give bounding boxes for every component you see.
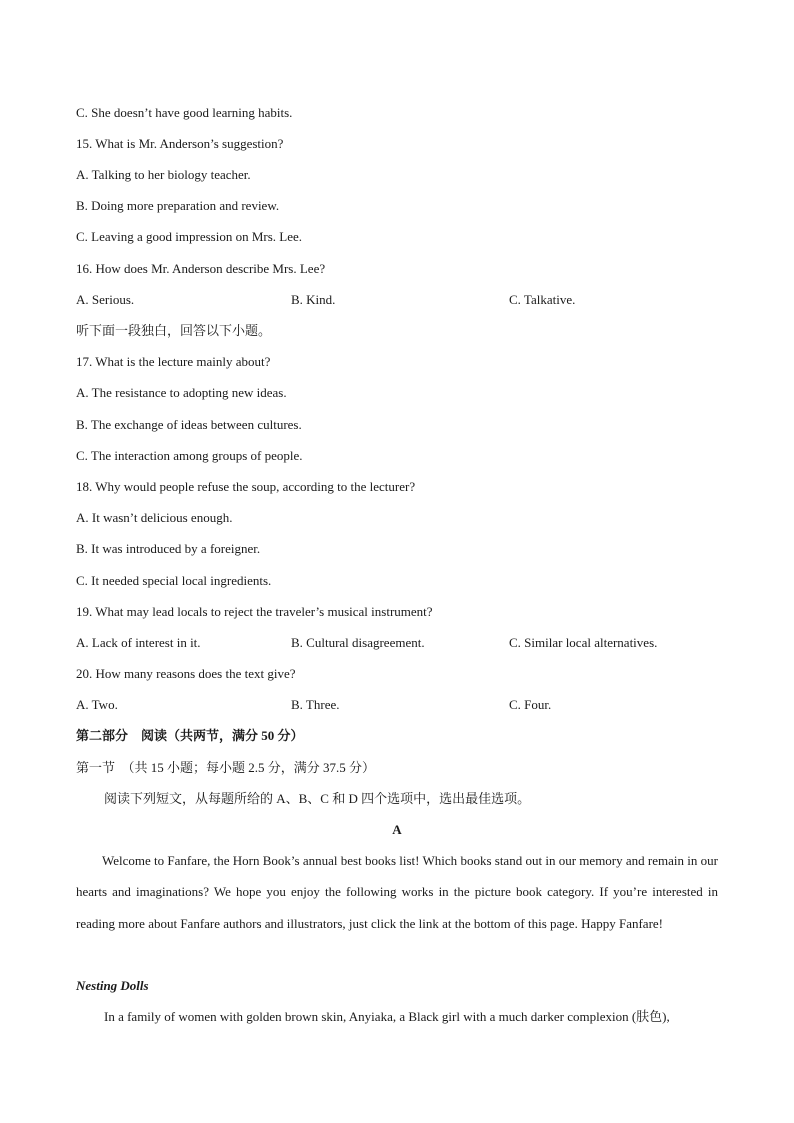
q17-option-a: A. The resistance to adopting new ideas. (76, 385, 287, 400)
passage-paragraph-2: In a family of women with golden brown skin, Anyiaka, a Black girl with a much darker complexion (肤色), (104, 1009, 670, 1024)
q18-question: 18. Why would people refuse the soup, according to the lecturer? (76, 479, 416, 494)
q17-question: 17. What is the lecture mainly about? (76, 354, 271, 369)
q18-option-c: C. It needed special local ingredients. (76, 573, 272, 588)
passage-label: A (392, 822, 402, 837)
q19-option-a: A. Lack of interest in it. (76, 635, 201, 650)
q16-option-b: B. Kind. (291, 292, 336, 307)
q19-option-c: C. Similar local alternatives. (509, 635, 658, 650)
q16-option-c: C. Talkative. (509, 292, 576, 307)
q17-option-c: C. The interaction among groups of people. (76, 448, 303, 463)
q17-option-b: B. The exchange of ideas between cultures. (76, 417, 302, 432)
q18-option-b: B. It was introduced by a foreigner. (76, 541, 261, 556)
section1-heading: 第一节 （共 15 小题；每小题 2.5 分，满分 37.5 分） (76, 760, 376, 775)
q20-option-b: B. Three. (291, 697, 340, 712)
reading-instructions: 阅读下列短文，从每题所给的 A、B、C 和 D 四个选项中，选出最佳选项。 (104, 791, 531, 806)
q20-option-c: C. Four. (509, 697, 552, 712)
passage-paragraph-1: Welcome to Fanfare, the Horn Book’s annual best books list! Which books stand out in our memory and remain in our hearts and imaginations? We hope you enjoy the following works in the picture book category. If you’re interested in reading more about Fanfare authors and illustrators, just click the link at the bottom of this page. Happy Fanfare! (76, 853, 718, 931)
q15-option-a: A. Talking to her biology teacher. (76, 167, 251, 182)
q15-option-b: B. Doing more preparation and review. (76, 198, 280, 213)
book-title: Nesting Dolls (76, 978, 149, 993)
monologue-intro: 听下面一段独白，回答以下小题。 (76, 323, 272, 338)
q15-option-c: C. Leaving a good impression on Mrs. Lee. (76, 229, 303, 244)
part2-heading: 第二部分 阅读（共两节，满分 50 分） (76, 728, 304, 743)
q19-question: 19. What may lead locals to reject the traveler’s musical instrument? (76, 604, 433, 619)
q14-option-c: C. She doesn’t have good learning habits. (76, 105, 293, 120)
q18-option-a: A. It wasn’t delicious enough. (76, 510, 233, 525)
q20-option-a: A. Two. (76, 697, 118, 712)
q20-question: 20. How many reasons does the text give? (76, 666, 296, 681)
q16-option-a: A. Serious. (76, 292, 135, 307)
q15-question: 15. What is Mr. Anderson’s suggestion? (76, 136, 284, 151)
q16-question: 16. How does Mr. Anderson describe Mrs. Lee? (76, 261, 326, 276)
q19-option-b: B. Cultural disagreement. (291, 635, 425, 650)
